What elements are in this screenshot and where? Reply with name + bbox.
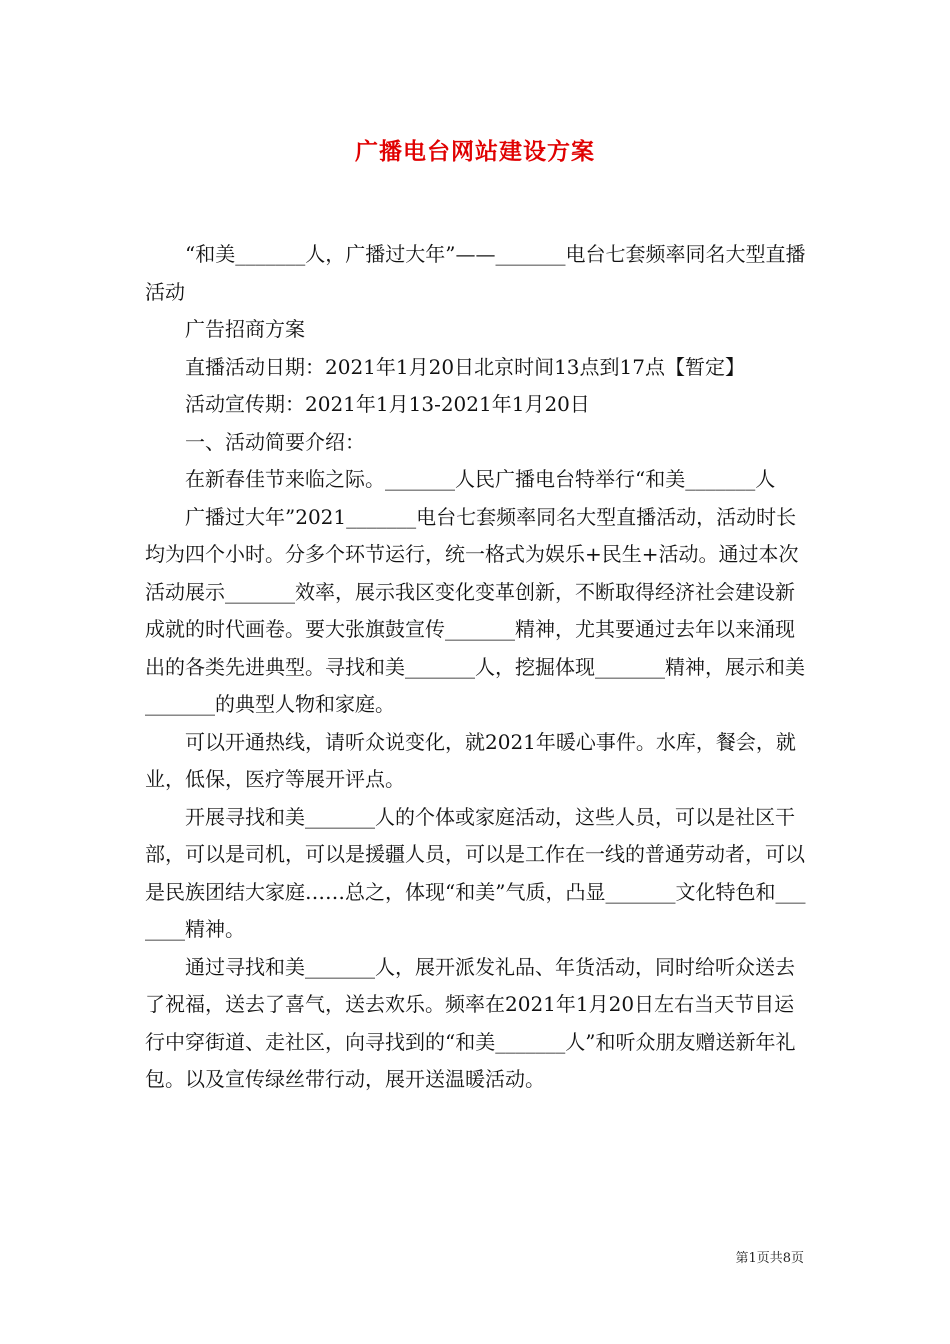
paragraph-event-name: “和美_______人，广播过大年”——_______电台七套频率同名大型直播活动 xyxy=(145,242,806,304)
paragraph-promo-period: 活动宣传期：2021年1月13-2021年1月20日 xyxy=(185,392,590,416)
paragraph-intro: 在新春佳节来临之际。_______人民广播电台特举行“和美_______人 xyxy=(185,467,776,491)
paragraph-gift-distribution: 通过寻找和美_______人，展开派发礼品、年货活动，同时给听众送去了祝福，送去了喜气，送去欢乐。频率在2021年1月20日左右当天节目运行中穿街道、走社区，向寻找到的“和美_______人”和听众朋友赠送新年礼包。以及宣传绿丝带行动，展开送温暖活动。 xyxy=(145,954,796,1091)
paragraph-hotline: 可以开通热线，请听众说变化，就2021年暖心事件。水库，餐会，就业，低保，医疗等展开评点。 xyxy=(145,729,796,791)
paragraph-section-heading: 一、活动简要介绍： xyxy=(185,429,365,454)
paragraph-search-individuals: 开展寻找和美_______人的个体或家庭活动，这些人员，可以是社区干部，可以是司机，可以是援疆人员，可以是工作在一线的普通劳动者，可以是民族团结大家庭……总之，体现“和美”气质，凸显_______文化特色和_______精神。 xyxy=(145,804,806,941)
paragraph-activity-overview: 广播过大年”2021_______电台七套频率同名大型直播活动，活动时长均为四个小时。分多个环节运行，统一格式为娱乐+民生+活动。通过本次活动展示_______效率，展示我区变化变革创新，不断取得经济社会建设新成就的时代画卷。要大张旗鼓宣传_______精神，尤其要通过去年以来涌现出的各类先进典型。寻找和美_______人，挖掘体现_______精神，展示和美_______的典型人物和家庭。 xyxy=(145,504,805,716)
document-body xyxy=(145,236,809,1099)
paragraph-ad-plan: 广告招商方案 xyxy=(185,317,305,341)
page-title: 广播电台网站建设方案 xyxy=(355,138,595,165)
paragraph-broadcast-date: 直播活动日期：2021年1月20日北京时间13点到17点【暂定】 xyxy=(185,354,745,379)
page-number: 第1页共8页 xyxy=(735,1251,804,1266)
